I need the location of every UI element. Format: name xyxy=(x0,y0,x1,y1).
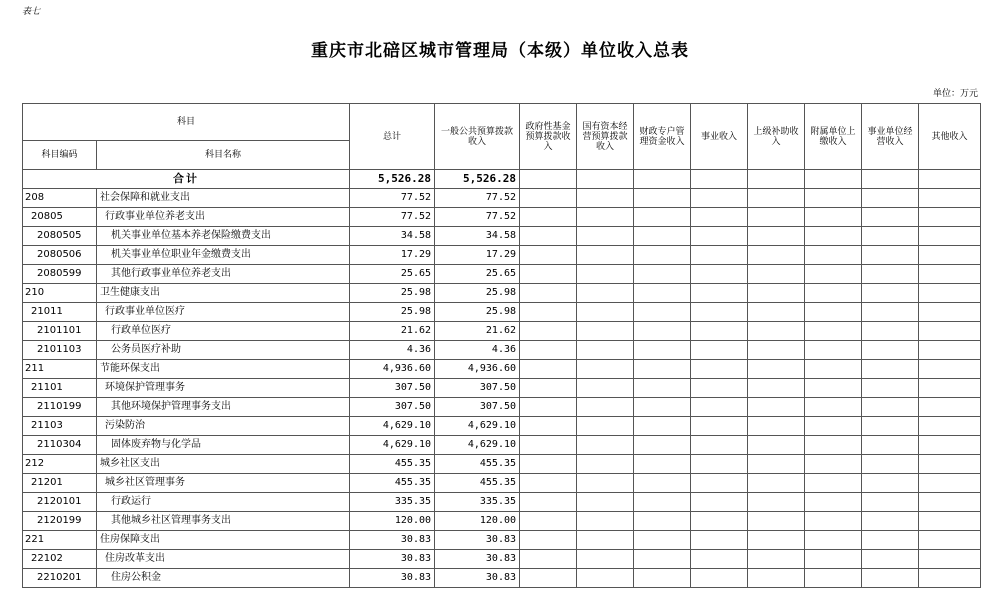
empty-cell xyxy=(577,189,634,208)
empty-cell xyxy=(520,284,577,303)
unit-label: 单位：万元 xyxy=(932,89,978,99)
empty-cell xyxy=(862,189,919,208)
empty-cell xyxy=(634,208,691,227)
subject-name: 节能环保支出 xyxy=(97,360,350,379)
empty-cell xyxy=(919,398,981,417)
table-row xyxy=(23,303,981,322)
empty-cell xyxy=(748,322,805,341)
total-amount: 455.35 xyxy=(350,455,435,474)
empty-cell xyxy=(805,550,862,569)
empty-cell xyxy=(577,246,634,265)
total-amount: 4.36 xyxy=(350,341,435,360)
empty-cell xyxy=(919,436,981,455)
subject-code: 221 xyxy=(23,531,97,550)
empty-cell xyxy=(805,531,862,550)
table-row xyxy=(23,265,981,284)
table-row xyxy=(23,189,981,208)
general-budget-amount: 25.65 xyxy=(435,265,520,284)
subject-code: 2080506 xyxy=(23,246,97,265)
empty-cell xyxy=(634,227,691,246)
empty-cell xyxy=(748,265,805,284)
empty-cell xyxy=(919,417,981,436)
empty-cell xyxy=(805,455,862,474)
empty-cell xyxy=(748,398,805,417)
table-row xyxy=(23,455,981,474)
empty-cell xyxy=(520,493,577,512)
empty-cell xyxy=(748,436,805,455)
table-row xyxy=(23,512,981,531)
empty-cell xyxy=(805,284,862,303)
subject-name: 住房公积金 xyxy=(97,569,350,588)
empty-cell xyxy=(691,417,748,436)
total-general-value: 5,526.28 xyxy=(435,170,520,189)
total-amount: 30.83 xyxy=(350,569,435,588)
total-label: 合计 xyxy=(23,170,350,189)
empty-cell xyxy=(919,303,981,322)
empty-cell xyxy=(520,417,577,436)
empty-cell xyxy=(520,341,577,360)
header-col-state-capital: 国有资本经营预算拨款收入 xyxy=(577,104,634,170)
total-amount: 21.62 xyxy=(350,322,435,341)
empty-cell xyxy=(748,550,805,569)
empty-cell xyxy=(577,284,634,303)
empty-cell xyxy=(919,531,981,550)
empty-cell xyxy=(748,208,805,227)
empty-cell xyxy=(577,360,634,379)
header-name: 科目名称 xyxy=(97,141,350,170)
empty-cell xyxy=(577,379,634,398)
empty-cell xyxy=(634,341,691,360)
empty-cell xyxy=(577,512,634,531)
general-budget-amount: 25.98 xyxy=(435,303,520,322)
empty-cell xyxy=(919,284,981,303)
empty-cell xyxy=(919,341,981,360)
empty-cell xyxy=(862,550,919,569)
total-amount: 77.52 xyxy=(350,189,435,208)
empty-cell xyxy=(862,531,919,550)
empty-cell xyxy=(691,512,748,531)
empty-cell xyxy=(691,569,748,588)
table-row xyxy=(23,493,981,512)
table-row xyxy=(23,360,981,379)
total-amount: 30.83 xyxy=(350,531,435,550)
empty-cell xyxy=(805,436,862,455)
empty-cell xyxy=(862,436,919,455)
table-row xyxy=(23,227,981,246)
subject-code: 21101 xyxy=(23,379,97,398)
empty-cell xyxy=(919,208,981,227)
empty-cell xyxy=(691,227,748,246)
empty-cell xyxy=(520,379,577,398)
header-col-special-account: 财政专户管理资金收入 xyxy=(634,104,691,170)
total-amount: 25.65 xyxy=(350,265,435,284)
subject-code: 2120199 xyxy=(23,512,97,531)
empty-cell xyxy=(748,246,805,265)
empty-cell xyxy=(520,436,577,455)
empty-cell xyxy=(691,360,748,379)
table-row xyxy=(23,436,981,455)
header-col-operating: 事业单位经营收入 xyxy=(862,104,919,170)
empty-cell xyxy=(862,341,919,360)
empty-cell xyxy=(805,493,862,512)
empty-cell xyxy=(862,208,919,227)
header-col-fund: 政府性基金预算拨款收入 xyxy=(520,104,577,170)
table-row xyxy=(23,398,981,417)
subject-code: 2101103 xyxy=(23,341,97,360)
empty-cell xyxy=(691,189,748,208)
general-budget-amount: 307.50 xyxy=(435,398,520,417)
empty-cell xyxy=(634,246,691,265)
empty-cell xyxy=(805,569,862,588)
empty-cell xyxy=(691,474,748,493)
empty-cell xyxy=(919,360,981,379)
empty-cell xyxy=(862,417,919,436)
general-budget-amount: 307.50 xyxy=(435,379,520,398)
total-amount: 307.50 xyxy=(350,379,435,398)
empty-cell xyxy=(919,512,981,531)
header-col-business: 事业收入 xyxy=(691,104,748,170)
empty-cell xyxy=(634,493,691,512)
empty-cell xyxy=(805,189,862,208)
empty-cell xyxy=(691,455,748,474)
general-budget-amount: 25.98 xyxy=(435,284,520,303)
table-row xyxy=(23,569,981,588)
empty-cell xyxy=(805,417,862,436)
total-amount: 307.50 xyxy=(350,398,435,417)
empty-cell xyxy=(748,512,805,531)
general-budget-amount: 17.29 xyxy=(435,246,520,265)
subject-code: 2210201 xyxy=(23,569,97,588)
empty-cell xyxy=(862,493,919,512)
empty-cell xyxy=(691,246,748,265)
empty-cell xyxy=(919,550,981,569)
total-amount: 34.58 xyxy=(350,227,435,246)
empty-cell xyxy=(919,474,981,493)
empty-cell xyxy=(691,265,748,284)
empty-cell xyxy=(577,531,634,550)
subject-code: 20805 xyxy=(23,208,97,227)
table-row xyxy=(23,474,981,493)
subject-name: 行政事业单位医疗 xyxy=(97,303,350,322)
general-budget-amount: 4.36 xyxy=(435,341,520,360)
page-title: 重庆市北碚区城市管理局（本级）单位收入总表 xyxy=(311,41,689,61)
empty-cell xyxy=(805,474,862,493)
table-row xyxy=(23,246,981,265)
empty-cell xyxy=(520,246,577,265)
general-budget-amount: 34.58 xyxy=(435,227,520,246)
empty-cell xyxy=(577,265,634,284)
subject-name: 固体废弃物与化学品 xyxy=(97,436,350,455)
total-amount: 4,936.60 xyxy=(350,360,435,379)
empty-cell xyxy=(805,227,862,246)
empty-cell xyxy=(577,227,634,246)
empty-cell xyxy=(634,512,691,531)
general-budget-amount: 4,936.60 xyxy=(435,360,520,379)
empty-cell xyxy=(634,265,691,284)
table-row xyxy=(23,341,981,360)
empty-cell xyxy=(862,455,919,474)
empty-cell xyxy=(577,208,634,227)
empty-cell xyxy=(919,455,981,474)
subject-code: 211 xyxy=(23,360,97,379)
empty-cell xyxy=(862,379,919,398)
general-budget-amount: 30.83 xyxy=(435,531,520,550)
empty-cell xyxy=(748,360,805,379)
empty-cell xyxy=(577,550,634,569)
empty-cell xyxy=(691,303,748,322)
subject-code: 21201 xyxy=(23,474,97,493)
empty-cell xyxy=(634,436,691,455)
empty-cell xyxy=(634,398,691,417)
empty-cell xyxy=(748,189,805,208)
empty-cell xyxy=(577,303,634,322)
table-row xyxy=(23,550,981,569)
empty-cell xyxy=(748,493,805,512)
empty-cell xyxy=(634,417,691,436)
general-budget-amount: 30.83 xyxy=(435,550,520,569)
empty-cell xyxy=(805,512,862,531)
empty-cell xyxy=(862,474,919,493)
total-amount: 335.35 xyxy=(350,493,435,512)
general-budget-amount: 4,629.10 xyxy=(435,417,520,436)
table-row xyxy=(23,284,981,303)
total-amount: 25.98 xyxy=(350,303,435,322)
empty-cell xyxy=(577,341,634,360)
empty-cell xyxy=(691,208,748,227)
empty-cell xyxy=(691,341,748,360)
empty-cell xyxy=(520,474,577,493)
subject-name: 其他城乡社区管理事务支出 xyxy=(97,512,350,531)
empty-cell xyxy=(805,208,862,227)
table-row xyxy=(23,531,981,550)
header-subject: 科目 xyxy=(23,104,350,141)
empty-cell xyxy=(805,398,862,417)
empty-cell xyxy=(577,398,634,417)
header-code: 科目编码 xyxy=(23,141,97,170)
subject-name: 城乡社区支出 xyxy=(97,455,350,474)
empty-cell xyxy=(634,379,691,398)
empty-cell xyxy=(634,360,691,379)
empty-cell xyxy=(691,493,748,512)
empty-cell xyxy=(862,246,919,265)
general-budget-amount: 30.83 xyxy=(435,569,520,588)
subject-name: 污染防治 xyxy=(97,417,350,436)
empty-cell xyxy=(748,569,805,588)
total-amount: 77.52 xyxy=(350,208,435,227)
header-col-affiliated: 附属单位上缴收入 xyxy=(805,104,862,170)
empty-cell xyxy=(862,322,919,341)
empty-cell xyxy=(748,303,805,322)
empty-cell xyxy=(862,284,919,303)
subject-name: 行政单位医疗 xyxy=(97,322,350,341)
empty-cell xyxy=(577,322,634,341)
empty-cell xyxy=(862,569,919,588)
empty-cell xyxy=(520,398,577,417)
subject-name: 住房改革支出 xyxy=(97,550,350,569)
subject-code: 21011 xyxy=(23,303,97,322)
empty-cell xyxy=(805,265,862,284)
empty-cell xyxy=(919,265,981,284)
income-summary-table xyxy=(22,103,981,588)
general-budget-amount: 455.35 xyxy=(435,455,520,474)
empty-cell xyxy=(634,474,691,493)
empty-cell xyxy=(862,360,919,379)
empty-cell xyxy=(691,550,748,569)
empty-cell xyxy=(577,569,634,588)
total-amount: 120.00 xyxy=(350,512,435,531)
empty-cell xyxy=(805,246,862,265)
empty-cell xyxy=(748,227,805,246)
header-col-total: 总计 xyxy=(350,104,435,170)
subject-code: 2110304 xyxy=(23,436,97,455)
subject-code: 2120101 xyxy=(23,493,97,512)
empty-cell xyxy=(577,436,634,455)
empty-cell xyxy=(862,398,919,417)
subject-name: 行政事业单位养老支出 xyxy=(97,208,350,227)
empty-cell xyxy=(634,569,691,588)
subject-name: 其他行政事业单位养老支出 xyxy=(97,265,350,284)
empty-cell xyxy=(805,341,862,360)
empty-cell xyxy=(862,512,919,531)
empty-cell xyxy=(634,322,691,341)
empty-cell xyxy=(919,322,981,341)
subject-code: 2110199 xyxy=(23,398,97,417)
subject-name: 卫生健康支出 xyxy=(97,284,350,303)
empty-cell xyxy=(862,227,919,246)
general-budget-amount: 77.52 xyxy=(435,208,520,227)
empty-cell xyxy=(520,189,577,208)
subject-code: 22102 xyxy=(23,550,97,569)
table-row xyxy=(23,379,981,398)
empty-cell xyxy=(577,417,634,436)
total-row xyxy=(23,170,981,189)
table-number: 表七 xyxy=(22,7,41,17)
header-col-superior-subsidy: 上级补助收入 xyxy=(748,104,805,170)
table-row xyxy=(23,322,981,341)
empty-cell xyxy=(862,265,919,284)
empty-cell xyxy=(520,265,577,284)
empty-cell xyxy=(634,550,691,569)
empty-cell xyxy=(691,531,748,550)
empty-cell xyxy=(919,379,981,398)
empty-cell xyxy=(919,493,981,512)
empty-cell xyxy=(520,227,577,246)
subject-code: 2101101 xyxy=(23,322,97,341)
subject-code: 21103 xyxy=(23,417,97,436)
empty-cell xyxy=(748,474,805,493)
total-value: 5,526.28 xyxy=(350,170,435,189)
empty-cell xyxy=(520,303,577,322)
empty-cell xyxy=(748,417,805,436)
table-row xyxy=(23,417,981,436)
empty-cell xyxy=(634,189,691,208)
general-budget-amount: 120.00 xyxy=(435,512,520,531)
empty-cell xyxy=(520,208,577,227)
general-budget-amount: 335.35 xyxy=(435,493,520,512)
empty-cell xyxy=(919,569,981,588)
empty-cell xyxy=(919,189,981,208)
table-row xyxy=(23,208,981,227)
subject-name: 其他环境保护管理事务支出 xyxy=(97,398,350,417)
subject-code: 208 xyxy=(23,189,97,208)
empty-cell xyxy=(748,379,805,398)
empty-cell xyxy=(805,322,862,341)
empty-cell xyxy=(520,455,577,474)
empty-cell xyxy=(634,303,691,322)
empty-cell xyxy=(862,303,919,322)
empty-cell xyxy=(805,379,862,398)
empty-cell xyxy=(748,284,805,303)
empty-cell xyxy=(691,436,748,455)
subject-code: 2080505 xyxy=(23,227,97,246)
empty-cell xyxy=(577,493,634,512)
total-amount: 455.35 xyxy=(350,474,435,493)
subject-name: 机关事业单位基本养老保险缴费支出 xyxy=(97,227,350,246)
empty-cell xyxy=(919,246,981,265)
empty-cell xyxy=(577,474,634,493)
total-amount: 17.29 xyxy=(350,246,435,265)
subject-name: 机关事业单位职业年金缴费支出 xyxy=(97,246,350,265)
empty-cell xyxy=(520,550,577,569)
empty-cell xyxy=(520,360,577,379)
empty-cell xyxy=(691,322,748,341)
general-budget-amount: 455.35 xyxy=(435,474,520,493)
subject-name: 住房保障支出 xyxy=(97,531,350,550)
subject-name: 行政运行 xyxy=(97,493,350,512)
empty-cell xyxy=(520,512,577,531)
subject-name: 社会保障和就业支出 xyxy=(97,189,350,208)
empty-cell xyxy=(805,360,862,379)
empty-cell xyxy=(520,531,577,550)
total-amount: 4,629.10 xyxy=(350,436,435,455)
subject-name: 环境保护管理事务 xyxy=(97,379,350,398)
empty-cell xyxy=(691,284,748,303)
empty-cell xyxy=(520,322,577,341)
empty-cell xyxy=(634,531,691,550)
subject-name: 公务员医疗补助 xyxy=(97,341,350,360)
general-budget-amount: 77.52 xyxy=(435,189,520,208)
total-amount: 30.83 xyxy=(350,550,435,569)
empty-cell xyxy=(919,227,981,246)
subject-code: 212 xyxy=(23,455,97,474)
empty-cell xyxy=(691,379,748,398)
general-budget-amount: 21.62 xyxy=(435,322,520,341)
subject-code: 2080599 xyxy=(23,265,97,284)
empty-cell xyxy=(520,569,577,588)
header-col-other: 其他收入 xyxy=(919,104,981,170)
total-amount: 4,629.10 xyxy=(350,417,435,436)
empty-cell xyxy=(634,455,691,474)
total-amount: 25.98 xyxy=(350,284,435,303)
empty-cell xyxy=(577,455,634,474)
empty-cell xyxy=(691,398,748,417)
subject-code: 210 xyxy=(23,284,97,303)
empty-cell xyxy=(748,341,805,360)
header-col-general: 一般公共预算拨款收入 xyxy=(435,104,520,170)
empty-cell xyxy=(748,455,805,474)
empty-cell xyxy=(805,303,862,322)
general-budget-amount: 4,629.10 xyxy=(435,436,520,455)
empty-cell xyxy=(748,531,805,550)
subject-name: 城乡社区管理事务 xyxy=(97,474,350,493)
empty-cell xyxy=(634,284,691,303)
